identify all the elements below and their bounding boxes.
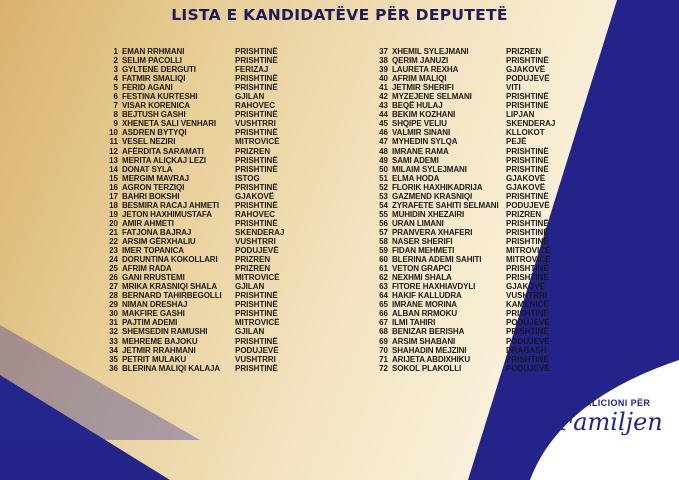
- candidate-number: 28: [109, 291, 118, 301]
- candidate-number: 2: [113, 56, 118, 66]
- candidate-name: ZYRAFETE SAHITI SELMANI: [392, 200, 499, 210]
- candidate-name: MYZEJENE SELMANI: [392, 92, 472, 102]
- candidate-city: ISTOG: [235, 173, 260, 183]
- candidate-number: 67: [379, 318, 388, 328]
- candidate-number: 24: [109, 255, 118, 265]
- candidate-name: BAHRI BOKSHI: [122, 191, 180, 201]
- candidate-number: 16: [109, 182, 118, 192]
- candidate-name: ARIJETA ABDIXHIKU: [392, 354, 471, 364]
- candidate-city: PRISHTINË: [235, 74, 278, 84]
- candidate-name: XHEMIL SYLEJMANI: [392, 47, 469, 56]
- candidate-city: PRISHTINË: [235, 218, 278, 228]
- candidate-city: MITROVICË: [235, 318, 280, 328]
- candidate-number: 72: [379, 363, 388, 373]
- candidate-city: GJAKOVË: [506, 282, 546, 292]
- candidate-city: PRISHTINË: [506, 56, 549, 66]
- candidate-number: 71: [379, 354, 388, 364]
- candidate-name: LAURETA REXHA: [392, 65, 459, 75]
- candidate-city: KLLOKOT: [506, 128, 545, 138]
- candidate-number: 21: [109, 227, 118, 237]
- candidate-number: 38: [379, 56, 388, 66]
- candidate-name: MEHREME BAJOKU: [122, 336, 198, 346]
- candidate-city: GJILAN: [235, 92, 265, 102]
- candidate-city: PODUJEVË: [235, 246, 279, 256]
- candidate-city: PRIZREN: [235, 255, 271, 265]
- candidate-name: ARSIM SHABANI: [392, 336, 456, 346]
- candidate-city: PRISHTINË: [235, 336, 278, 346]
- candidate-city: PRISHTINË: [235, 83, 278, 93]
- candidate-name: PETRIT MULAKU: [122, 354, 187, 364]
- candidate-city: PRISHTINË: [506, 92, 549, 102]
- candidate-city: GJAKOVË: [235, 191, 275, 201]
- candidate-city: GJAKOVË: [506, 65, 546, 75]
- candidate-name: BENIZAR BERISHA: [392, 327, 465, 337]
- candidate-number: 48: [379, 146, 388, 156]
- candidate-city: PODUJEVË: [506, 363, 550, 373]
- candidate-number: 66: [379, 309, 388, 319]
- candidate-number: 26: [109, 273, 118, 283]
- candidate-number: 51: [379, 173, 388, 183]
- candidate-number: 39: [379, 65, 388, 75]
- candidate-number: 4: [113, 74, 118, 84]
- candidate-name: NIMAN DRESHAJ: [122, 300, 188, 310]
- candidate-name: AFRIM MALIQI: [392, 74, 447, 84]
- candidate-name: FIDAN MEHMETI: [392, 246, 455, 256]
- candidate-number: 68: [379, 327, 388, 337]
- candidate-city: SKENDERAJ: [235, 227, 285, 237]
- candidate-name: MILAIM SYLEJMANI: [392, 164, 467, 174]
- candidate-number: 14: [109, 164, 118, 174]
- candidate-city: PRIZREN: [235, 146, 271, 156]
- candidate-city: VUSHTRRI: [235, 236, 276, 246]
- candidate-city: PRISHTINË: [235, 291, 278, 301]
- candidate-city: PRISHTINË: [506, 273, 549, 283]
- candidate-city: PRISHTINË: [506, 354, 549, 364]
- candidate-number: 23: [109, 246, 118, 256]
- candidate-city: VUSHTRRI: [506, 291, 547, 301]
- candidate-name: MRIKA KRASNIQI SHALA: [122, 282, 218, 292]
- candidate-city: PRISHTINË: [506, 236, 549, 246]
- candidate-number: 29: [109, 300, 118, 310]
- candidate-name: BERNARD TAHIRBEGOLLI: [122, 291, 222, 301]
- candidate-city: KAMENICË: [506, 300, 549, 310]
- candidate-number: 52: [379, 182, 388, 192]
- candidate-city: MITROVICË: [235, 137, 280, 147]
- candidate-city: PRISHTINË: [506, 227, 549, 237]
- candidate-city: PODUJEVË: [506, 200, 550, 210]
- candidate-city: MITROVICË: [235, 273, 280, 283]
- candidate-city: FERIZAJ: [235, 65, 269, 75]
- candidate-name: FATJONA BAJRAJ: [122, 227, 192, 237]
- candidate-number: 45: [379, 119, 388, 129]
- candidate-name: ASDREN BYTYQI: [122, 128, 187, 138]
- candidate-number: 64: [379, 291, 388, 301]
- candidate-number: 6: [113, 92, 118, 102]
- candidate-number: 34: [109, 345, 118, 355]
- candidate-name: DORUNTINA KOKOLLARI: [122, 255, 218, 265]
- candidate-name: BEKIM KOZHANI: [392, 110, 456, 120]
- candidate-city: PRIZREN: [235, 264, 271, 274]
- candidate-city: PRISHTINË: [506, 264, 549, 274]
- candidate-city: GJAKOVË: [506, 182, 546, 192]
- candidate-number: 27: [109, 282, 118, 292]
- candidate-name: MERGIM MAVRAJ: [122, 173, 189, 183]
- candidate-city: PRISHTINË: [235, 56, 278, 66]
- candidate-number: 46: [379, 128, 388, 138]
- candidate-number: 56: [379, 218, 388, 228]
- candidate-number: 70: [379, 345, 388, 355]
- candidate-name: PRANVERA XHAFERI: [392, 227, 473, 237]
- candidate-city: RAHOVEC: [235, 209, 276, 219]
- candidate-number: 11: [109, 137, 118, 147]
- candidate-number: 25: [109, 264, 118, 274]
- candidate-number: 69: [379, 336, 388, 346]
- candidate-city: PRISHTINË: [506, 218, 549, 228]
- candidate-number: 17: [109, 191, 118, 201]
- candidate-number: 53: [379, 191, 388, 201]
- candidate-name: SAMI ADEMI: [392, 155, 439, 165]
- candidate-name: SHAHADIN MEJZINI: [392, 345, 467, 355]
- candidate-city: PRISHTINË: [506, 101, 549, 111]
- candidate-city: PRISHTINË: [506, 309, 549, 319]
- candidate-name: NEXHMI SHALA: [392, 273, 452, 283]
- candidate-city: GJILAN: [235, 327, 265, 337]
- candidate-number: 43: [379, 101, 388, 111]
- candidate-number: 54: [379, 200, 388, 210]
- candidate-number: 59: [379, 246, 388, 256]
- candidate-name: IMRANE RAMA: [392, 146, 449, 156]
- candidate-city: GJAKOVË: [506, 173, 546, 183]
- candidate-city: RAHOVEC: [235, 101, 276, 111]
- candidate-number: 9: [113, 119, 118, 129]
- candidate-name: XHENETA SALI VENHARI: [122, 119, 217, 129]
- candidate-number: 15: [109, 173, 118, 183]
- candidate-city: PRISHTINË: [235, 128, 278, 138]
- candidate-number: 22: [109, 236, 118, 246]
- candidate-city: PODUJEVË: [506, 74, 550, 84]
- candidate-name: VESEL NEZIRI: [122, 137, 176, 147]
- candidate-city: PRISHTINË: [235, 363, 278, 373]
- candidate-name: FLORIK HAXHIKADRIJA: [392, 182, 483, 192]
- candidate-name: BLERINA ADEMI SAHITI: [392, 255, 482, 265]
- candidate-name: URAN LIMANI: [392, 218, 444, 228]
- candidate-city: PRISHTINË: [235, 300, 278, 310]
- candidate-number: 20: [109, 218, 118, 228]
- candidate-number: 35: [109, 354, 118, 364]
- candidate-name: PAJTIM ADEMI: [122, 318, 178, 328]
- candidate-number: 1: [113, 47, 118, 56]
- candidate-city: SKENDERAJ: [506, 119, 556, 129]
- candidate-city: PRISHTINË: [235, 182, 278, 192]
- candidate-number: 36: [109, 363, 118, 373]
- candidate-name: IMRANE MORINA: [392, 300, 457, 310]
- candidate-name: GYLTENE DERGUTI: [122, 65, 196, 75]
- candidate-city: PEJË: [506, 137, 527, 147]
- candidate-name: HAKIF KALLUDRA: [392, 291, 462, 301]
- candidate-name: ELMA HODA: [392, 173, 440, 183]
- candidate-number: 65: [379, 300, 388, 310]
- candidate-name: BEQË HULAJ: [392, 101, 443, 111]
- candidate-city: MITROVICË: [506, 255, 551, 265]
- candidate-name: MERITA ALIÇKAJ LEZI: [122, 155, 207, 165]
- candidate-name: BESMIRA RACAJ AHMETI: [122, 200, 219, 210]
- candidate-name: ALBAN RRMOKU: [392, 309, 458, 319]
- candidate-name: VISAR KORENICA: [122, 101, 190, 111]
- candidate-city: PRISHTINË: [506, 146, 549, 156]
- candidate-name: FATMIR SMALIQI: [122, 74, 186, 84]
- candidate-number: 55: [379, 209, 388, 219]
- candidate-number: 31: [109, 318, 118, 328]
- candidate-city: PRISHTINË: [235, 110, 278, 120]
- candidate-number: 7: [113, 101, 118, 111]
- candidate-city: PRISHTINË: [506, 327, 549, 337]
- candidate-city: PRISHTINË: [235, 164, 278, 174]
- candidate-name: DONAT SYLA: [122, 164, 173, 174]
- candidate-number: 62: [379, 273, 388, 283]
- candidate-city: VITI: [506, 83, 521, 93]
- candidate-number: 3: [113, 65, 118, 75]
- candidate-name: VALMIR SINANI: [392, 128, 451, 138]
- candidate-city: PRISHTINË: [235, 200, 278, 210]
- candidate-name: QERIM JANUZI: [392, 56, 449, 66]
- candidate-name: AMIR AHMETI: [122, 218, 174, 228]
- candidate-city: DRAGASH: [506, 345, 547, 355]
- candidate-name: BEJTUSH GASHI: [122, 110, 186, 120]
- candidate-city: MITROVICË: [506, 246, 551, 256]
- candidate-number: 40: [379, 74, 388, 84]
- candidate-number: 12: [109, 146, 118, 156]
- candidate-number: 13: [109, 155, 118, 165]
- candidate-name: ARSIM GËRXHALIU: [122, 236, 196, 246]
- candidate-number: 61: [379, 264, 388, 274]
- candidate-name: GAZMEND KRASNIQI: [392, 191, 473, 201]
- candidate-name: AGRON TERZIQI: [122, 182, 185, 192]
- candidate-city: PODUJEVË: [506, 336, 550, 346]
- candidate-city: PODUJEVË: [506, 318, 550, 328]
- candidate-name: FERID AGANI: [122, 83, 173, 93]
- candidate-name: MUHIDIN XHEZAIRI: [392, 209, 465, 219]
- candidate-name: GANI RRUSTEMI: [122, 273, 185, 283]
- candidate-number: 19: [109, 209, 118, 219]
- candidate-name: NASER SHERIFI: [392, 236, 453, 246]
- candidate-city: LIPJAN: [506, 110, 535, 120]
- candidate-name: ILMI TAHIRI: [392, 318, 436, 328]
- logo-subtitle: KOALICIONI PËR: [570, 398, 651, 408]
- candidate-city: PODUJEVË: [235, 345, 279, 355]
- candidate-number: 50: [379, 164, 388, 174]
- candidate-name: JETON HAXHIMUSTAFA: [122, 209, 212, 219]
- candidate-city: PRISHTINË: [506, 155, 549, 165]
- candidate-number: 41: [379, 83, 388, 93]
- candidate-city: PRISHTINË: [235, 155, 278, 165]
- candidate-city: VUSHTRRI: [235, 354, 276, 364]
- candidate-number: 63: [379, 282, 388, 292]
- candidate-name: SHQIPE VELIU: [392, 119, 447, 129]
- candidate-name: VETON GRAPCI: [392, 264, 452, 274]
- candidate-city: VUSHTRRI: [235, 119, 276, 129]
- candidate-name: SHEMSEDIN RAMUSHI: [122, 327, 208, 337]
- candidate-number: 60: [379, 255, 388, 265]
- candidate-name: SELIM PACOLLI: [122, 56, 182, 66]
- candidate-number: 57: [379, 227, 388, 237]
- candidate-city: PRISHTINË: [235, 309, 278, 319]
- candidate-name: AFËRDITA SARAMATI: [122, 146, 204, 156]
- candidate-name: IMER TOPANICA: [122, 246, 184, 256]
- candidate-name: MAKFIRE GASHI: [122, 309, 185, 319]
- candidate-number: 32: [109, 327, 118, 337]
- candidate-city: PRIZREN: [506, 47, 542, 56]
- candidate-city: PRISHTINË: [506, 164, 549, 174]
- candidate-city: PRISHTINË: [506, 191, 549, 201]
- candidate-name: JETMIR SHERIFI: [392, 83, 454, 93]
- candidate-name: JETMIR RRAHMANI: [122, 345, 196, 355]
- candidate-number: 42: [379, 92, 388, 102]
- candidate-name: MYHEDIN SYLQA: [392, 137, 458, 147]
- candidate-number: 33: [109, 336, 118, 346]
- coalition-logo: [548, 398, 673, 468]
- candidate-number: 18: [109, 200, 118, 210]
- candidate-city: PRIZREN: [506, 209, 542, 219]
- candidate-number: 8: [113, 110, 118, 120]
- poster-title: LISTA E KANDIDATËVE PËR DEPUTETË: [171, 6, 508, 24]
- candidate-number: 5: [113, 83, 118, 93]
- candidate-name: BLERINA MALIQI KALAJA: [122, 363, 221, 373]
- candidate-number: 44: [379, 110, 388, 120]
- candidate-number: 10: [109, 128, 118, 138]
- candidate-name: FESTINA KURTESHI: [122, 92, 198, 102]
- candidate-number: 47: [379, 137, 388, 147]
- candidate-name: FITORE HAXHIAVDYLI: [392, 282, 476, 292]
- candidate-city: GJILAN: [235, 282, 265, 292]
- logo-wordmark: Familjen: [558, 408, 663, 436]
- candidate-number: 49: [379, 155, 388, 165]
- candidate-number: 58: [379, 236, 388, 246]
- candidate-name: AFRIM RADA: [122, 264, 172, 274]
- candidate-name: SOKOL PLAKOLLI: [392, 363, 462, 373]
- candidate-city: PRISHTINË: [235, 47, 278, 56]
- candidate-name: EMAN RRHMANI: [122, 47, 185, 56]
- candidate-number: 30: [109, 309, 118, 319]
- candidate-number: 37: [379, 47, 388, 56]
